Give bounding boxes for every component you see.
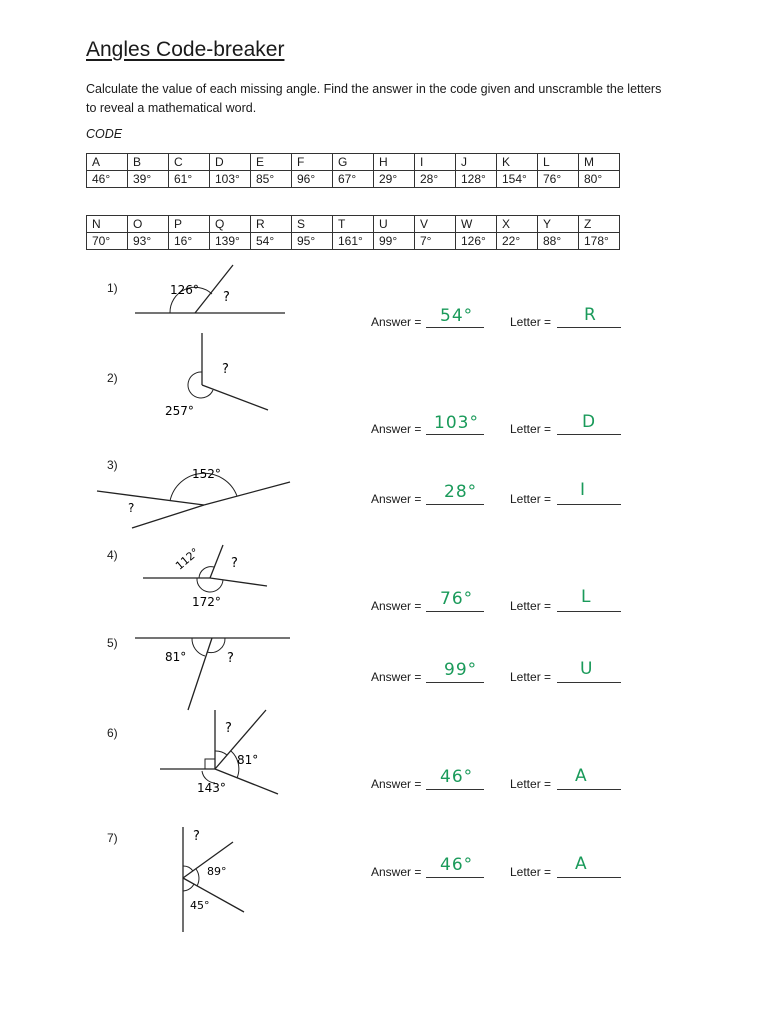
code-table-1-letters-row xyxy=(87,154,620,171)
code-table-2-letter-cell: X xyxy=(497,216,538,233)
code-table-1-letter-cell: L xyxy=(538,154,579,171)
code-table-2-value-cell: 178° xyxy=(579,233,620,250)
question-3-letter-label: Letter = xyxy=(510,492,552,506)
question-3-letter: I xyxy=(580,480,587,500)
question-2-given-0: 257° xyxy=(165,404,194,418)
code-table-2-letter-cell: N xyxy=(87,216,128,233)
question-3-number: 3) xyxy=(107,458,118,472)
code-table-1-letter-cell: A xyxy=(87,154,128,171)
question-4-number: 4) xyxy=(107,548,118,562)
question-6-letter-label: Letter = xyxy=(510,777,552,791)
question-3-diagram xyxy=(92,455,302,535)
code-table-1-value-cell: 76° xyxy=(538,171,579,188)
question-6-letter: A xyxy=(575,766,588,786)
code-table-1-letter-cell: D xyxy=(210,154,251,171)
question-3-letter-blank[interactable] xyxy=(557,484,621,505)
code-table-1-value-cell: 28° xyxy=(415,171,456,188)
code-table-1-value-cell: 103° xyxy=(210,171,251,188)
code-table-1-letter-cell: B xyxy=(128,154,169,171)
question-7-number: 7) xyxy=(107,831,118,845)
question-5-number: 5) xyxy=(107,636,118,650)
question-3-given-0: 152° xyxy=(192,467,221,481)
question-4-unknown: ? xyxy=(231,556,238,571)
question-4-answer-label: Answer = xyxy=(371,599,422,613)
code-table-2-value-cell: 22° xyxy=(497,233,538,250)
question-5-given-0: 81° xyxy=(165,650,187,664)
question-4-letter-label: Letter = xyxy=(510,599,552,613)
question-5-diagram xyxy=(130,628,295,716)
instructions: Calculate the value of each missing angle. Find the answer in the code given and unscramble the letters to reveal a mathematical word. xyxy=(86,82,662,115)
question-7-answer-label: Answer = xyxy=(371,865,422,879)
question-2-unknown: ? xyxy=(222,362,229,377)
code-table-1-letter-cell: F xyxy=(292,154,333,171)
code-table-1-letter-cell: J xyxy=(456,154,497,171)
code-table-2-value-cell: 70° xyxy=(87,233,128,250)
question-7-answer: 46° xyxy=(440,855,474,875)
question-1-given-0: 126° xyxy=(170,283,199,297)
code-table-2-value-cell: 126° xyxy=(456,233,497,250)
question-7-letter: A xyxy=(575,854,588,874)
code-table-2-letter-cell: S xyxy=(292,216,333,233)
code-table-1-value-cell: 39° xyxy=(128,171,169,188)
code-table-2-letter-cell: R xyxy=(251,216,292,233)
code-table-2-letter-cell: Q xyxy=(210,216,251,233)
code-table-1-letter-cell: M xyxy=(579,154,620,171)
question-3-answer-label: Answer = xyxy=(371,492,422,506)
question-7-given-0: 89° xyxy=(207,865,227,878)
code-table-1-letter-cell: K xyxy=(497,154,538,171)
question-5-answer-label: Answer = xyxy=(371,670,422,684)
question-1-answer: 54° xyxy=(440,306,474,326)
question-6-given-1: 143° xyxy=(197,781,226,795)
question-7-given-1: 45° xyxy=(190,899,210,912)
question-1-number: 1) xyxy=(107,281,118,295)
code-table-1-values-row xyxy=(87,171,620,188)
question-3-answer: 28° xyxy=(444,482,478,502)
question-5-letter: U xyxy=(580,659,594,679)
code-table-2-value-cell: 95° xyxy=(292,233,333,250)
code-table-1-letter-cell: I xyxy=(415,154,456,171)
code-table-2-letter-cell: Y xyxy=(538,216,579,233)
question-7-letter-blank[interactable] xyxy=(557,857,621,878)
code-table-1-value-cell: 128° xyxy=(456,171,497,188)
question-7-letter-label: Letter = xyxy=(510,865,552,879)
code-table-1-value-cell: 29° xyxy=(374,171,415,188)
question-6-letter-blank[interactable] xyxy=(557,769,621,790)
code-table-2-letters-row xyxy=(87,216,620,233)
question-1-letter: R xyxy=(584,305,597,325)
question-5-letter-label: Letter = xyxy=(510,670,552,684)
code-table-2-letter-cell: P xyxy=(169,216,210,233)
code-table-2 xyxy=(86,215,620,250)
code-table-1-value-cell: 67° xyxy=(333,171,374,188)
code-table-1-letter-cell: H xyxy=(374,154,415,171)
question-5-unknown: ? xyxy=(227,651,234,666)
question-6-given-0: 81° xyxy=(237,753,259,767)
code-table-1-value-cell: 96° xyxy=(292,171,333,188)
question-1-letter-label: Letter = xyxy=(510,315,552,329)
code-table-1-value-cell: 46° xyxy=(87,171,128,188)
question-1-unknown: ? xyxy=(223,290,230,305)
code-table-1-letter-cell: E xyxy=(251,154,292,171)
code-table-1-value-cell: 80° xyxy=(579,171,620,188)
page-title: Angles Code-breaker xyxy=(86,38,285,61)
code-table-1 xyxy=(86,153,620,188)
question-7-diagram xyxy=(170,822,255,937)
question-2-diagram xyxy=(160,328,280,423)
question-4-given-0: 112° xyxy=(173,545,202,573)
question-5-answer: 99° xyxy=(444,660,478,680)
question-2-number: 2) xyxy=(107,371,118,385)
question-2-answer: 103° xyxy=(434,413,479,433)
question-6-diagram xyxy=(155,705,285,800)
code-table-1-letter-cell: G xyxy=(333,154,374,171)
code-table-2-value-cell: 16° xyxy=(169,233,210,250)
code-table-2-value-cell: 88° xyxy=(538,233,579,250)
question-6-number: 6) xyxy=(107,726,118,740)
question-4-answer: 76° xyxy=(440,589,474,609)
question-4-letter: L xyxy=(581,587,592,607)
code-table-2-value-cell: 99° xyxy=(374,233,415,250)
code-table-2-value-cell: 7° xyxy=(415,233,456,250)
code-table-2-value-cell: 54° xyxy=(251,233,292,250)
question-7-unknown: ? xyxy=(193,829,200,844)
question-2-letter: D xyxy=(582,412,597,432)
code-table-2-letter-cell: W xyxy=(456,216,497,233)
code-table-2-letter-cell: U xyxy=(374,216,415,233)
code-table-2-letter-cell: V xyxy=(415,216,456,233)
question-3-unknown: ? xyxy=(128,501,135,515)
question-6-answer: 46° xyxy=(440,767,474,787)
question-2-letter-label: Letter = xyxy=(510,422,552,436)
code-table-2-value-cell: 93° xyxy=(128,233,169,250)
code-table-2-value-cell: 139° xyxy=(210,233,251,250)
question-6-unknown: ? xyxy=(225,721,232,736)
question-1-answer-label: Answer = xyxy=(371,315,422,329)
code-table-2-value-cell: 161° xyxy=(333,233,374,250)
code-table-2-letter-cell: O xyxy=(128,216,169,233)
code-table-2-values-row xyxy=(87,233,620,250)
code-table-1-value-cell: 154° xyxy=(497,171,538,188)
code-table-1-value-cell: 85° xyxy=(251,171,292,188)
code-table-2-letter-cell: Z xyxy=(579,216,620,233)
question-1-diagram xyxy=(130,258,300,328)
code-label: CODE xyxy=(86,127,123,141)
code-table-1-value-cell: 61° xyxy=(169,171,210,188)
question-4-diagram xyxy=(135,540,275,612)
question-4-given-1: 172° xyxy=(192,595,221,609)
question-2-answer-label: Answer = xyxy=(371,422,422,436)
question-6-answer-label: Answer = xyxy=(371,777,422,791)
code-table-2-letter-cell: T xyxy=(333,216,374,233)
code-table-1-letter-cell: C xyxy=(169,154,210,171)
